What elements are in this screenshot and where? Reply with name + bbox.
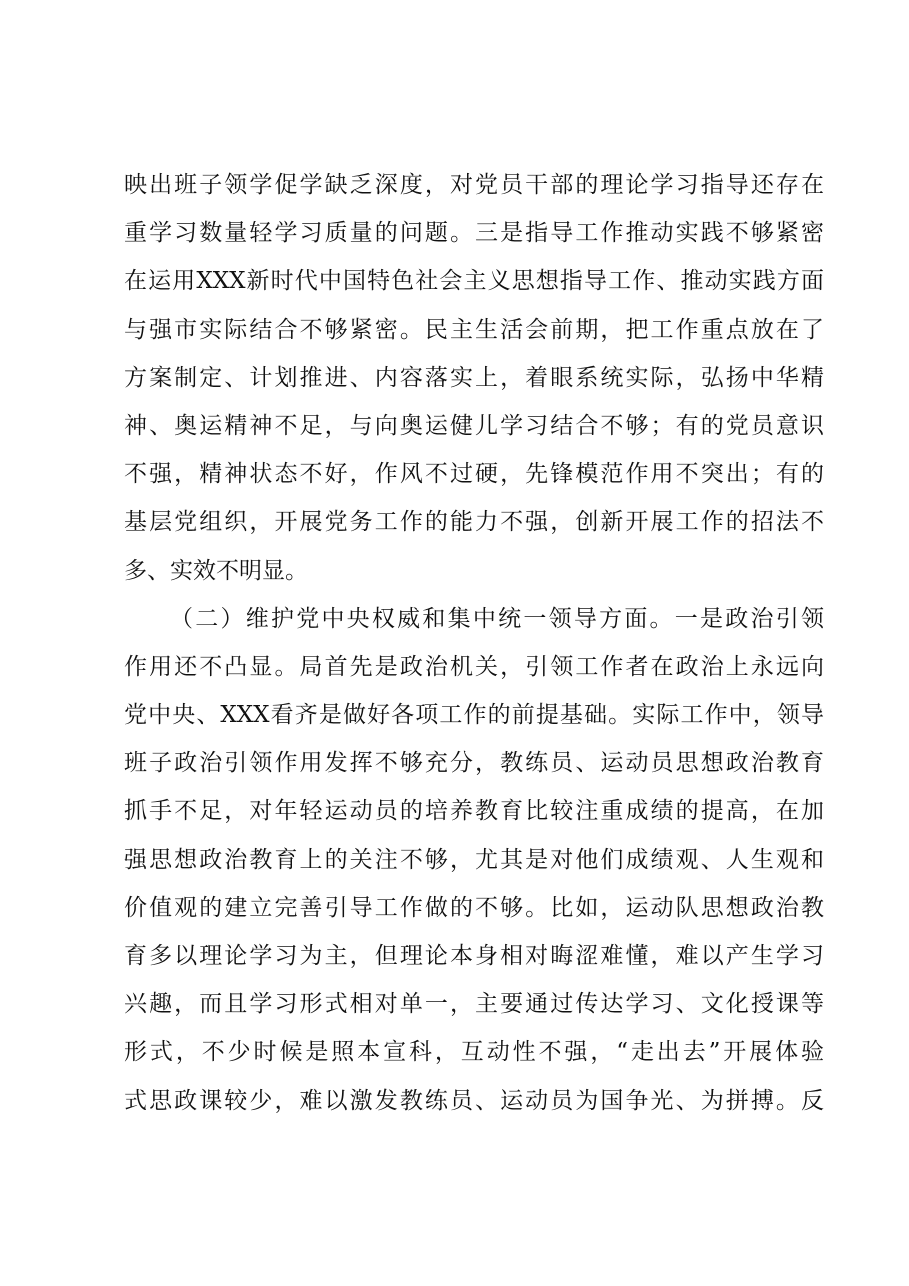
paragraph-1 xyxy=(124,161,824,595)
text-line: 方案制定、计划推进、内容落实上，着眼系统实际，弘扬中华精 xyxy=(124,364,824,391)
text-line: 式思政课较少，难以激发教练员、运动员为国争光、为拼搏。反 xyxy=(124,1087,824,1114)
text-line: 育多以理论学习为主，但理论本身相对晦涩难懂，难以产生学习 xyxy=(124,943,824,969)
document-body xyxy=(124,161,824,1125)
text-line: 班子政治引领作用发挥不够充分，教练员、运动员思想政治教育 xyxy=(124,750,824,777)
text-line: 多、实效不明显。 xyxy=(124,557,308,584)
text-line: 与强市实际结合不够紧密。民主生活会前期，把工作重点放在了 xyxy=(124,316,824,343)
text-line: 党中央、XXX看齐是做好各项工作的前提基础。实际工作中，领导 xyxy=(124,702,824,729)
text-line: 重学习数量轻学习质量的问题。三是指导工作推动实践不够紧密 xyxy=(124,220,824,247)
text-line: 神、奥运精神不足，与向奥运健儿学习结合不够；有的党员意识 xyxy=(124,412,824,439)
text-line: 映出班子领学促学缺乏深度，对党员干部的理论学习指导还存在 xyxy=(124,172,824,198)
paragraph-2 xyxy=(124,595,824,1125)
section-heading-line: （二）维护党中央权威和集中统一领导方面。一是政治引领 xyxy=(170,605,824,632)
text-line: 强思想政治教育上的关注不够，尤其是对他们成绩观、人生观和 xyxy=(124,846,824,873)
text-line: 作用还不凸显。局首先是政治机关，引领工作者在政治上永远向 xyxy=(124,653,824,680)
text-line: 形式，不少时候是照本宣科，互动性不强，“走出去”开展体验 xyxy=(124,1039,824,1066)
text-line: 基层党组织，开展党务工作的能力不强，创新开展工作的招法不 xyxy=(124,509,824,536)
text-line: 不强，精神状态不好，作风不过硬，先锋模范作用不突出；有的 xyxy=(124,461,824,488)
text-line: 抓手不足，对年轻运动员的培养教育比较注重成绩的提高，在加 xyxy=(124,798,824,825)
text-line: 兴趣，而且学习形式相对单一，主要通过传达学习、文化授课等 xyxy=(124,991,824,1018)
text-line: 在运用XXX新时代中国特色社会主义思想指导工作、推动实践方面 xyxy=(124,268,824,295)
text-line: 价值观的建立完善引导工作做的不够。比如，运动队思想政治教 xyxy=(124,894,824,921)
